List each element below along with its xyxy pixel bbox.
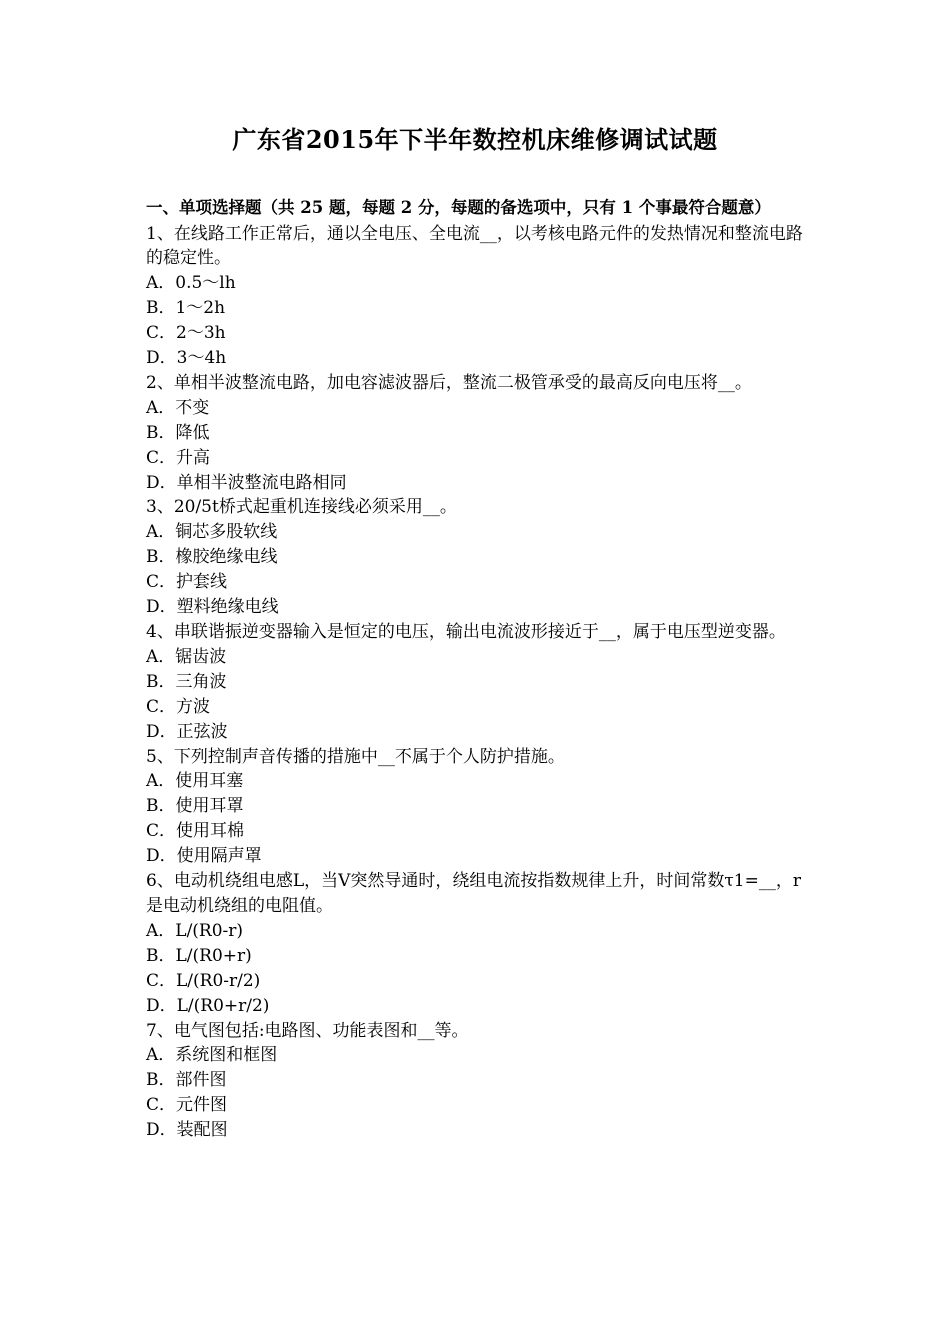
question-6: [146, 869, 810, 1018]
question-2: [146, 371, 810, 496]
option-b: B．降低: [146, 422, 210, 443]
option-d: D．3～4h: [146, 348, 227, 369]
option-c: C．使用耳棉: [146, 821, 245, 842]
option-c: C．方波: [146, 696, 211, 717]
option-a: A．锯齿波: [146, 646, 227, 667]
question-5: [146, 745, 810, 870]
question-text: 3、20/5t桥式起重机连接线必须采用__。: [146, 497, 457, 518]
option-c: C．护套线: [146, 572, 228, 593]
question-text: 6、电动机绕组电感L，当V突然导通时，绕组电流按指数规律上升，时间常数τ1=__，r是电动机绕组的电阻值。: [146, 871, 801, 916]
exam-content: [146, 196, 810, 1143]
question-1: [146, 222, 810, 371]
option-a: A．L/(R0-r): [146, 920, 244, 941]
question-7: [146, 1019, 810, 1144]
option-d: D．使用隔声罩: [146, 846, 262, 867]
option-d: D．塑料绝缘电线: [146, 597, 279, 618]
option-b: B．使用耳罩: [146, 796, 244, 817]
option-d: D．L/(R0+r/2): [146, 995, 270, 1016]
question-3: [146, 495, 810, 620]
question-text: 1、在线路工作正常后，通以全电压、全电流__，以考核电路元件的发热情况和整流电路的稳定性。: [146, 223, 803, 269]
option-c: C．升高: [146, 447, 211, 468]
option-a: A．铜芯多股软线: [146, 522, 278, 543]
option-a: A．系统图和框图: [146, 1045, 278, 1066]
option-b: B．部件图: [146, 1070, 227, 1091]
option-b: B．1～2h: [146, 298, 226, 319]
option-c: C．元件图: [146, 1095, 228, 1116]
section-header: 一、单项选择题（共 25 题，每题 2 分，每题的备选项中，只有 1 个事最符合题意）: [146, 198, 771, 217]
question-text: 4、串联谐振逆变器输入是恒定的电压，输出电流波形接近于__，属于电压型逆变器。: [146, 622, 786, 642]
question-4: [146, 620, 810, 745]
question-text: 7、电气图包括:电路图、功能表图和__等。: [146, 1020, 469, 1041]
option-a: A．0.5～lh: [146, 273, 236, 294]
option-c: C．L/(R0-r/2): [146, 970, 261, 991]
document-title: 广东省2015年下半年数控机床维修调试试题: [232, 125, 718, 154]
option-b: B．三角波: [146, 671, 227, 692]
option-c: C．2～3h: [146, 323, 226, 344]
option-d: D．单相半波整流电路相同: [146, 472, 347, 493]
question-text: 5、下列控制声音传播的措施中__不属于个人防护措施。: [146, 746, 565, 767]
option-d: D．正弦波: [146, 721, 228, 742]
option-a: A．使用耳塞: [146, 771, 244, 792]
option-b: B．L/(R0+r): [146, 945, 252, 966]
question-text: 2、单相半波整流电路，加电容滤波器后，整流二极管承受的最高反向电压将__。: [146, 372, 752, 393]
option-a: A．不变: [146, 397, 210, 418]
option-b: B．橡胶绝缘电线: [146, 547, 278, 568]
option-d: D．装配图: [146, 1120, 228, 1141]
